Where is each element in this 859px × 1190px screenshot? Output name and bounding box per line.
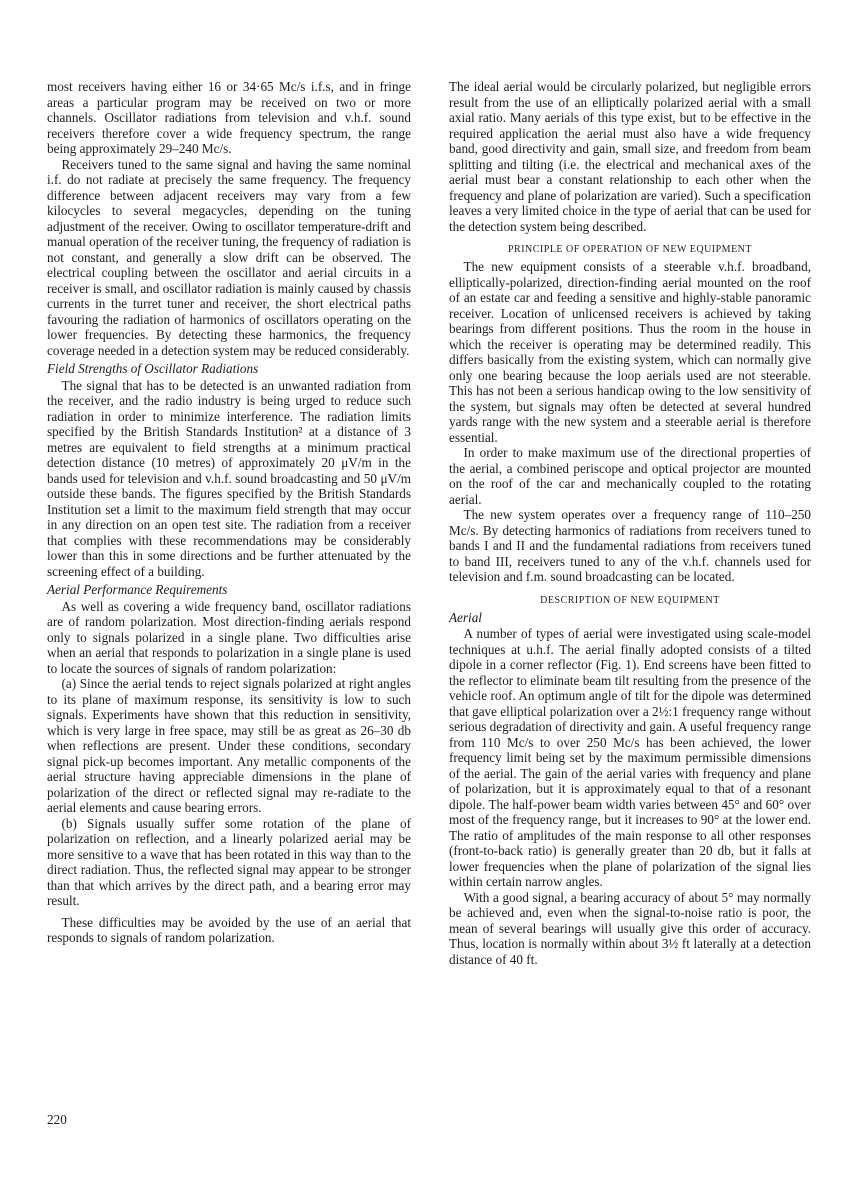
section-heading-field-strengths: Field Strengths of Oscillator Radiations: [47, 361, 259, 376]
paragraph: As well as covering a wide frequency band, oscillator radiations are of random polarization. Most direction-finding aerials respond only to signals polarized in a single plane. Two difficulties arise when an aerial that responds to polarization in a single plane is used to locate the sources of signals of random polarization:: [47, 598, 411, 676]
section-heading-description: DESCRIPTION OF NEW EQUIPMENT: [540, 594, 720, 606]
paragraph: Receivers tuned to the same signal and having the same nominal i.f. do not radiate at precisely the same frequency. The frequency difference between adjacent receivers may vary from a few kilocycles to several megacycles, depending on the tuning adjustment of the receiver. Owing to oscillator temperature-drift and manual operation of the receiver tuning, the frequency of radiation is not constant, and generally a slow drift can be observed. The electrical coupling between the oscillator and aerial circuits in a receiver is small, and oscillator radiation is mainly caused by chassis currents in the turret tuner and receiver, the short electrical paths favouring the radiation of harmonics of oscillators operating on the lower frequencies. By detecting these harmonics, the frequency coverage needed in a detection system may be reduced considerably.: [47, 156, 411, 358]
paragraph: A number of types of aerial were investigated using scale-model techniques at u.h.f. The aerial finally adopted consists of a tilted dipole in a corner reflector (Fig. 1). End screens have been fitted to the reflector to eliminate beam tilt resulting from the presence of the vehicle roof. An optimum angle of tilt for the dipole was determined that gave elliptical polarization over a 2½:1 frequency range without serious degradation of directivity and gain. A useful frequency range from 110 Mc/s to over 250 Mc/s has been achieved, the lower frequency limit being set by the maximum permissible dimensions of the aerial. The gain of the aerial varies with frequency and plane of polarization, but it is approximately equal to that of a resonant dipole. The half-power beam width varies between 45° and 60° over most of the frequency range, but it increases to 90° at the lower end. The ratio of amplitudes of the main response to all other responses (front-to-back ratio) is generally greater than 20 db, but it falls at lower frequencies when the plane of polarization of the signal lies within certain narrow angles.: [449, 626, 811, 889]
paragraph: most receivers having either 16 or 34·65 Mc/s i.f.s, and in fringe areas a particular program may be received on two or more channels. Oscillator radiations from television and v.h.f. sound receivers therefore cover a wide frequency spectrum, the range being approximately 29–240 Mc/s.: [47, 79, 411, 156]
subsection-heading-aerial: Aerial: [449, 609, 482, 625]
paragraph: In order to make maximum use of the directional properties of the aerial, a combined periscope and optical projector are mounted on the roof of the car and mechanically coupled to the rotating aerial.: [449, 445, 811, 507]
paragraph: The ideal aerial would be circularly polarized, but negligible errors result from the use of an elliptically polarized aerial with a small axial ratio. Many aerials of this type exist, but to be effective in the required application the aerial must also have a wide frequency band, good directivity and gain, small size, and freedom from beam splitting and tilting (i.e. the electrical and mechanical axes of the aerial must bear a constant relationship to each other when the frequency and plane of polarization are varied). Such a specification leaves a very limited choice in the type of aerial that can be used for the detection system being described.: [449, 79, 811, 234]
paragraph: With a good signal, a bearing accuracy of about 5° may normally be achieved and, even when the signal-to-noise ratio is poor, the mean of several bearings will usually give this order of accuracy. Thus, location is normally within about 3½ ft laterally at a detection distance of 40 ft.: [449, 889, 811, 967]
section-heading-aerial-performance: Aerial Performance Requirements: [47, 582, 228, 597]
paragraph: (a) Since the aerial tends to reject signals polarized at right angles to its plane of maximum response, its sensitivity is low to such signals. Experiments have shown that this reduction in sensitivity, which is very large in free space, may still be as great as 26–30 db when reflections are present. Under these conditions, secondary signal pick-up becomes important. Any metallic components of the aerial structure having appreciable dimensions in the plane of polarization of the direct or reflected signal may re-radiate to the aerial elements and cause bearing errors.: [47, 676, 411, 815]
right-column: [449, 79, 811, 967]
paragraph: These difficulties may be avoided by the use of an aerial that responds to signals of random polarization.: [47, 914, 411, 945]
left-column: [47, 79, 411, 946]
paragraph: The signal that has to be detected is an unwanted radiation from the receiver, and the radio industry is being urged to reduce such radiation in order to minimize interference. The radiation limits specified by the British Standards Institution² at a distance of 3 metres are equivalent to field strengths at a minimum practical detection distance (10 metres) of approximately 20 μV/m in the bands used for television and v.h.f. sound broadcasting and 50 μV/m outside these bands. The figures specified by the British Standards Institution set a limit to the maximum field strength that may occur in any direction on an open test site. The radiation from a receiver that complies with these recommendations may be considerably lower than this in some directions and be further attenuated by the screening effect of a building.: [47, 377, 411, 579]
section-heading-principle: PRINCIPLE OF OPERATION OF NEW EQUIPMENT: [507, 244, 753, 255]
paragraph: The new system operates over a frequency range of 110–250 Mc/s. By detecting harmonics of radiations from receivers tuned to bands I and II and the fundamental radiations from receivers tuned to band III, receivers tuned to any of the v.h.f. channels used for television and f.m. sound broadcasting can be located.: [449, 507, 811, 584]
paragraph: (b) Signals usually suffer some rotation of the plane of polarization on reflection, and a linearly polarized aerial may be more sensitive to a wave that has been rotated in this way than to the direct radiation. Thus, the reflected signal may appear to be stronger than that which arrives by the direct path, and a bearing error may result.: [47, 815, 411, 908]
paragraph: The new equipment consists of a steerable v.h.f. broadband, elliptically-polarized, direction-finding aerial mounted on the roof of an estate car and feeding a sensitive and highly-stable panoramic receiver. Location of unlicensed receivers is achieved by taking bearings from different positions. Thus the room in the house in which the receiver is operating may be determined readily. This differs basically from the existing system, which can normally give only one bearing because the loop aerials used are not steerable. This has not been a serious handicap owing to the low sensitivity of the system, but signals may often be detected at several hundred yards range with the new system and a steerable aerial is therefore essential.: [449, 259, 811, 445]
page-number: 220: [47, 1112, 67, 1127]
